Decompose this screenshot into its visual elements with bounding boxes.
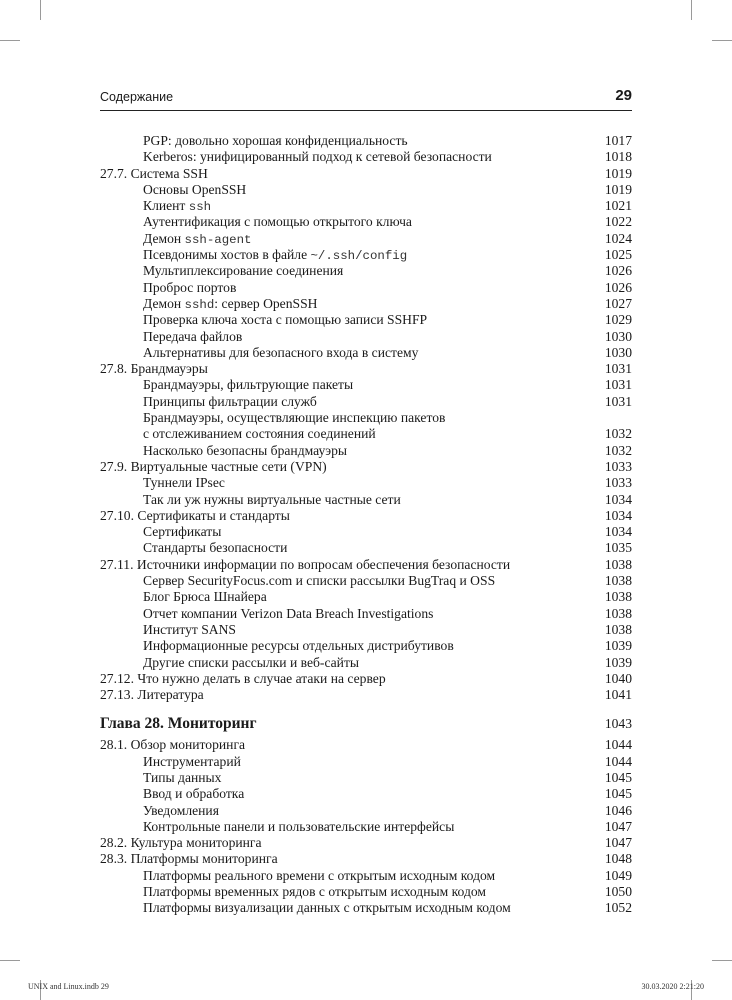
toc-entry-title <box>100 361 208 377</box>
toc-subsection <box>100 540 632 556</box>
table-of-contents <box>100 133 632 917</box>
toc-entry-text: Уведомления <box>143 802 219 818</box>
toc-entry-title <box>143 296 317 313</box>
toc-page-number: 1019 <box>604 181 632 197</box>
toc-page-number: 1027 <box>604 295 632 311</box>
toc-page-number: 1021 <box>604 198 632 214</box>
toc-entry-text: Брандмауэры, осуществляющие инспекцию пакетов <box>143 410 446 426</box>
toc-entry-text: Демон <box>143 230 185 246</box>
toc-entry-text: Проброс портов <box>143 279 237 295</box>
toc-page-number: 1033 <box>604 475 632 491</box>
footer-file: UNIX and Linux.indb 29 <box>28 982 109 991</box>
toc-entry-text: Стандарты безопасности <box>143 540 288 556</box>
toc-page-number: 1039 <box>604 638 632 654</box>
toc-chapter <box>100 711 632 737</box>
toc-section <box>100 835 632 851</box>
toc-page-number: 1049 <box>604 867 632 883</box>
toc-entry-text: Аутентификация с помощью открытого ключа <box>143 214 412 230</box>
toc-subsection <box>100 622 632 638</box>
page-number: 29 <box>615 87 632 104</box>
toc-entry-title <box>143 786 244 802</box>
toc-page-number: 1031 <box>604 393 632 409</box>
crop-mark <box>712 40 732 41</box>
toc-entry-text: ssh <box>188 200 212 215</box>
toc-page-number: 1047 <box>604 835 632 851</box>
toc-subsection <box>100 573 632 589</box>
toc-subsection <box>100 280 632 296</box>
toc-subsection <box>100 443 632 459</box>
toc-entry-title <box>143 198 211 215</box>
toc-subsection <box>100 868 632 884</box>
toc-subsection <box>100 312 632 328</box>
toc-entry-text: Глава 28. Мониторинг <box>100 715 257 733</box>
toc-page-number: 1017 <box>604 133 632 148</box>
toc-page-number: 1038 <box>604 556 632 572</box>
toc-page-number: 1038 <box>604 605 632 621</box>
toc-entry-title <box>143 606 433 622</box>
toc-page-number: 1040 <box>604 670 632 686</box>
toc-page-number: 1045 <box>604 786 632 802</box>
toc-entry-text: 27.8. Брандмауэры <box>100 361 208 377</box>
toc-page-number: 1033 <box>604 458 632 474</box>
toc-entry-text: 28.3. Платформы мониторинга <box>100 851 278 867</box>
toc-page-number: 1039 <box>604 654 632 670</box>
toc-entry-text: ssh-agent <box>184 232 252 247</box>
toc-entry-text: 27.13. Литература <box>100 687 204 703</box>
toc-entry-title <box>100 166 208 182</box>
toc-entry-text: Псевдонимы хостов в файле <box>143 247 311 263</box>
toc-entry-title <box>143 803 219 819</box>
toc-page-number: 1018 <box>604 149 632 165</box>
toc-entry-title <box>143 492 401 508</box>
toc-page-number: 1046 <box>604 802 632 818</box>
toc-entry-title <box>100 459 327 475</box>
toc-subsection <box>100 475 632 491</box>
toc-entry-text: Информационные ресурсы отдельных дистрибутивов <box>143 638 454 654</box>
crop-mark <box>0 960 20 961</box>
toc-page-number: 1044 <box>604 737 632 753</box>
toc-page-number: 1044 <box>604 753 632 769</box>
toc-entry-text: 28.1. Обзор мониторинга <box>100 737 246 753</box>
toc-entry-title <box>143 540 287 556</box>
toc-page-number: 1031 <box>604 361 632 377</box>
toc-entry-title <box>143 868 495 884</box>
toc-subsection <box>100 770 632 786</box>
toc-entry-title <box>143 622 236 638</box>
toc-entry-title <box>143 231 251 248</box>
toc-entry-text: Основы OpenSSH <box>143 181 247 197</box>
toc-entry-title <box>143 655 359 671</box>
toc-page-number: 1038 <box>604 621 632 637</box>
toc-section <box>100 671 632 687</box>
toc-entry-title <box>143 524 221 540</box>
toc-entry-text: 27.7. Система SSH <box>100 165 208 181</box>
toc-entry-text: : сервер OpenSSH <box>214 295 318 311</box>
toc-page-number: 1031 <box>604 377 632 393</box>
toc-page-number: 1032 <box>604 426 632 442</box>
toc-entry-title <box>143 475 225 491</box>
toc-entry-text: Насколько безопасны брандмауэры <box>143 442 348 458</box>
toc-entry-title <box>143 754 241 770</box>
toc-page-number: 1034 <box>604 491 632 507</box>
toc-entry-text: Демон <box>143 295 185 311</box>
toc-entry-title <box>143 589 267 605</box>
toc-subsection <box>100 492 632 508</box>
toc-entry-text: Kerberos: унифицированный подход к сетевой безопасности <box>143 149 492 165</box>
toc-section <box>100 851 632 867</box>
toc-section <box>100 687 632 703</box>
toc-subsection <box>100 426 632 442</box>
crop-mark <box>40 0 41 20</box>
toc-subsection <box>100 377 632 393</box>
toc-subsection <box>100 231 632 247</box>
toc-page-number: 1048 <box>604 851 632 867</box>
toc-entry-text: sshd <box>184 297 215 312</box>
toc-entry-text: Альтернативы для безопасного входа в систему <box>143 344 419 360</box>
toc-subsection <box>100 786 632 802</box>
toc-page-number: 1038 <box>604 589 632 605</box>
toc-page-number: 1030 <box>604 328 632 344</box>
toc-entry-title <box>143 410 445 426</box>
toc-entry-title <box>143 280 236 296</box>
toc-subsection <box>100 410 632 426</box>
toc-entry-title <box>143 573 495 589</box>
toc-entry-text: 28.2. Культура мониторинга <box>100 835 262 851</box>
toc-section <box>100 737 632 753</box>
toc-entry-text: Другие списки рассылки и веб-сайты <box>143 654 360 670</box>
toc-page-number: 1045 <box>604 769 632 785</box>
toc-page-number: 1047 <box>604 818 632 834</box>
toc-entry-title <box>143 214 412 230</box>
toc-entry-title <box>143 329 242 345</box>
toc-entry-title <box>100 687 204 703</box>
toc-subsection <box>100 606 632 622</box>
toc-entry-text: Типы данных <box>143 769 222 785</box>
toc-entry-text: 27.10. Сертификаты и стандарты <box>100 507 290 523</box>
toc-page-number: 1024 <box>604 230 632 246</box>
toc-entry-text: 27.12. Что нужно делать в случае атаки на сервер <box>100 670 386 686</box>
toc-page-number: 1022 <box>604 214 632 230</box>
toc-entry-title <box>143 149 492 165</box>
crop-mark <box>691 0 692 20</box>
toc-page-number: 1041 <box>604 687 632 703</box>
toc-page-number: 1032 <box>604 442 632 458</box>
toc-entry-title <box>100 671 386 687</box>
toc-page-number: 1034 <box>604 524 632 540</box>
toc-entry-title <box>143 263 343 279</box>
toc-entry-title <box>100 508 290 524</box>
toc-subsection <box>100 198 632 214</box>
toc-entry-title <box>143 638 454 654</box>
toc-section <box>100 166 632 182</box>
toc-subsection <box>100 329 632 345</box>
toc-entry-text: Клиент <box>143 198 189 214</box>
toc-entry-text: Платформы визуализации данных с открытым исходным кодом <box>143 900 511 916</box>
toc-section <box>100 508 632 524</box>
toc-subsection <box>100 214 632 230</box>
toc-entry-text: Платформы временных рядов с открытым исходным кодом <box>143 884 487 900</box>
toc-subsection <box>100 296 632 312</box>
toc-subsection <box>100 589 632 605</box>
toc-entry-title <box>143 394 317 410</box>
toc-entry-title <box>143 182 246 198</box>
toc-entry-text: Инструментарий <box>143 753 241 769</box>
toc-subsection <box>100 182 632 198</box>
toc-subsection <box>100 900 632 916</box>
toc-subsection <box>100 263 632 279</box>
toc-entry-title <box>143 884 486 900</box>
toc-entry-text: Сервер SecurityFocus.com и списки рассылки BugTraq и OSS <box>143 573 496 589</box>
toc-section <box>100 361 632 377</box>
toc-subsection <box>100 133 632 149</box>
toc-subsection <box>100 345 632 361</box>
toc-entry-title <box>143 819 454 835</box>
toc-entry-text: Проверка ключа хоста с помощью записи SSHFP <box>143 312 428 328</box>
toc-subsection <box>100 394 632 410</box>
toc-entry-text: Блог Брюса Шнайера <box>143 589 267 605</box>
toc-page-number: 1019 <box>604 165 632 181</box>
toc-page-number: 1038 <box>604 573 632 589</box>
toc-subsection <box>100 884 632 900</box>
toc-page-number: 1050 <box>604 884 632 900</box>
toc-page-number: 1026 <box>604 279 632 295</box>
toc-entry-text: 27.11. Источники информации по вопросам обеспечения безопасности <box>100 556 511 572</box>
toc-entry-text: PGP: довольно хорошая конфиденциальность <box>143 133 408 148</box>
toc-subsection <box>100 524 632 540</box>
toc-entry-title <box>143 770 221 786</box>
footer-timestamp: 30.03.2020 2:21:20 <box>641 982 704 991</box>
toc-entry-text: Брандмауэры, фильтрующие пакеты <box>143 377 354 393</box>
toc-subsection <box>100 655 632 671</box>
toc-entry-text: Платформы реального времени с открытым исходным кодом <box>143 867 496 883</box>
toc-entry-title <box>143 247 407 264</box>
toc-entry-text: Ввод и обработка <box>143 786 245 802</box>
toc-subsection <box>100 638 632 654</box>
toc-section <box>100 459 632 475</box>
toc-section <box>100 557 632 573</box>
toc-entry-text: Передача файлов <box>143 328 243 344</box>
toc-entry-text: 27.9. Виртуальные частные сети (VPN) <box>100 458 327 474</box>
toc-entry-title <box>143 312 427 328</box>
crop-mark <box>0 40 20 41</box>
toc-entry-text: Туннели IPsec <box>143 475 225 491</box>
toc-entry-title <box>100 835 262 851</box>
toc-page-number: 1043 <box>604 716 632 732</box>
toc-entry-text: Контрольные панели и пользовательские интерфейсы <box>143 818 455 834</box>
crop-mark <box>712 960 732 961</box>
toc-entry-title <box>143 900 511 916</box>
header-title: Содержание <box>100 90 174 104</box>
toc-entry-title <box>100 711 257 737</box>
toc-entry-text: Сертификаты <box>143 524 222 540</box>
toc-entry-text: ~/.ssh/config <box>310 249 408 264</box>
print-footer <box>28 982 704 994</box>
toc-entry-text: с отслеживанием состояния соединений <box>143 426 376 442</box>
toc-entry-title <box>143 426 376 442</box>
toc-entry-text: Мультиплексирование соединения <box>143 263 344 279</box>
toc-entry-title <box>143 443 347 459</box>
toc-page-number: 1025 <box>604 247 632 263</box>
toc-subsection <box>100 819 632 835</box>
running-header <box>100 88 632 111</box>
toc-page-number: 1026 <box>604 263 632 279</box>
toc-entry-title <box>143 133 408 149</box>
toc-entry-title <box>100 737 245 753</box>
toc-subsection <box>100 803 632 819</box>
toc-page-number: 1030 <box>604 344 632 360</box>
toc-entry-title <box>100 851 278 867</box>
toc-entry-text: Так ли уж нужны виртуальные частные сети <box>143 491 401 507</box>
toc-entry-title <box>100 557 510 573</box>
toc-entry-title <box>143 345 418 361</box>
toc-page-number: 1052 <box>604 900 632 916</box>
toc-entry-text: Принципы фильтрации служб <box>143 393 317 409</box>
toc-subsection <box>100 149 632 165</box>
toc-entry-title <box>143 377 353 393</box>
toc-subsection <box>100 754 632 770</box>
toc-entry-text: Отчет компании Verizon Data Breach Investigations <box>143 605 434 621</box>
toc-subsection <box>100 247 632 263</box>
toc-page-number: 1029 <box>604 312 632 328</box>
toc-page-number: 1034 <box>604 507 632 523</box>
toc-entry-text: Институт SANS <box>143 621 236 637</box>
toc-page-number: 1035 <box>604 540 632 556</box>
